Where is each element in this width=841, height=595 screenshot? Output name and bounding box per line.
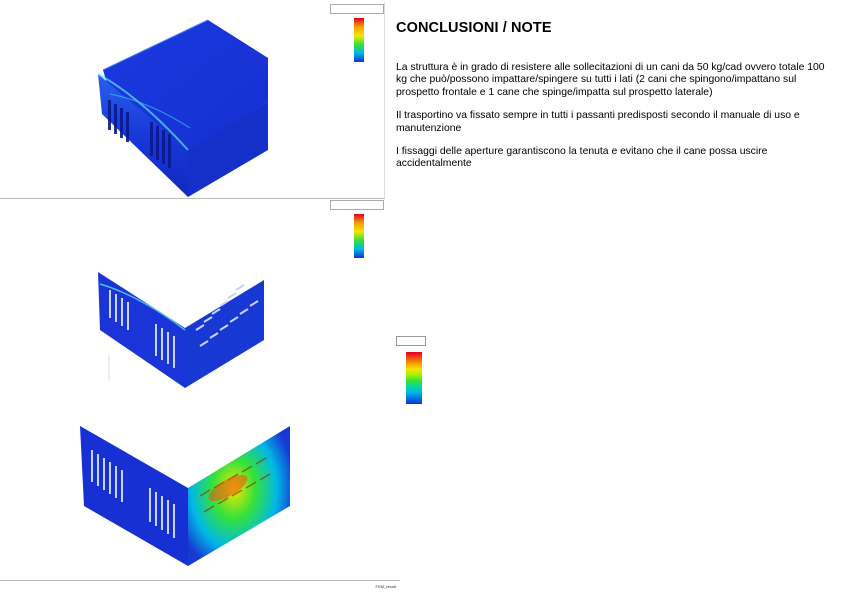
color-legend [396,336,428,408]
notes-paragraph-1: La struttura è in grado di resistere alle sollecitazioni di un cani da 50 kg/cad ovvero totale 100 kg che può/possono impattare/spingere su tutti i lati (2 cani che spingono/impattano sul prospetto frontale e 1 cane che spinge/impatta sul prospetto laterale) [396,62,825,98]
notes-title: CONCLUSIONI / NOTE [396,20,552,36]
legend-1 [330,4,384,62]
fem-render-walls-side [0,396,400,589]
notes-section [396,20,836,182]
fem-render-walls-front [0,200,384,396]
notes-paragraph-2: Il trasportino va fissato sempre in tutti i passanti predisposti secondo il manuale di uso e manutenzione [396,110,800,134]
fem-render-box [0,2,385,199]
footer-label: FEM_result [375,584,396,589]
legend-2 [330,200,384,258]
notes-paragraph-3: I fissaggi delle aperture garantiscono la tenuta e evitano che il cane possa uscire accidentalmente [396,146,768,170]
